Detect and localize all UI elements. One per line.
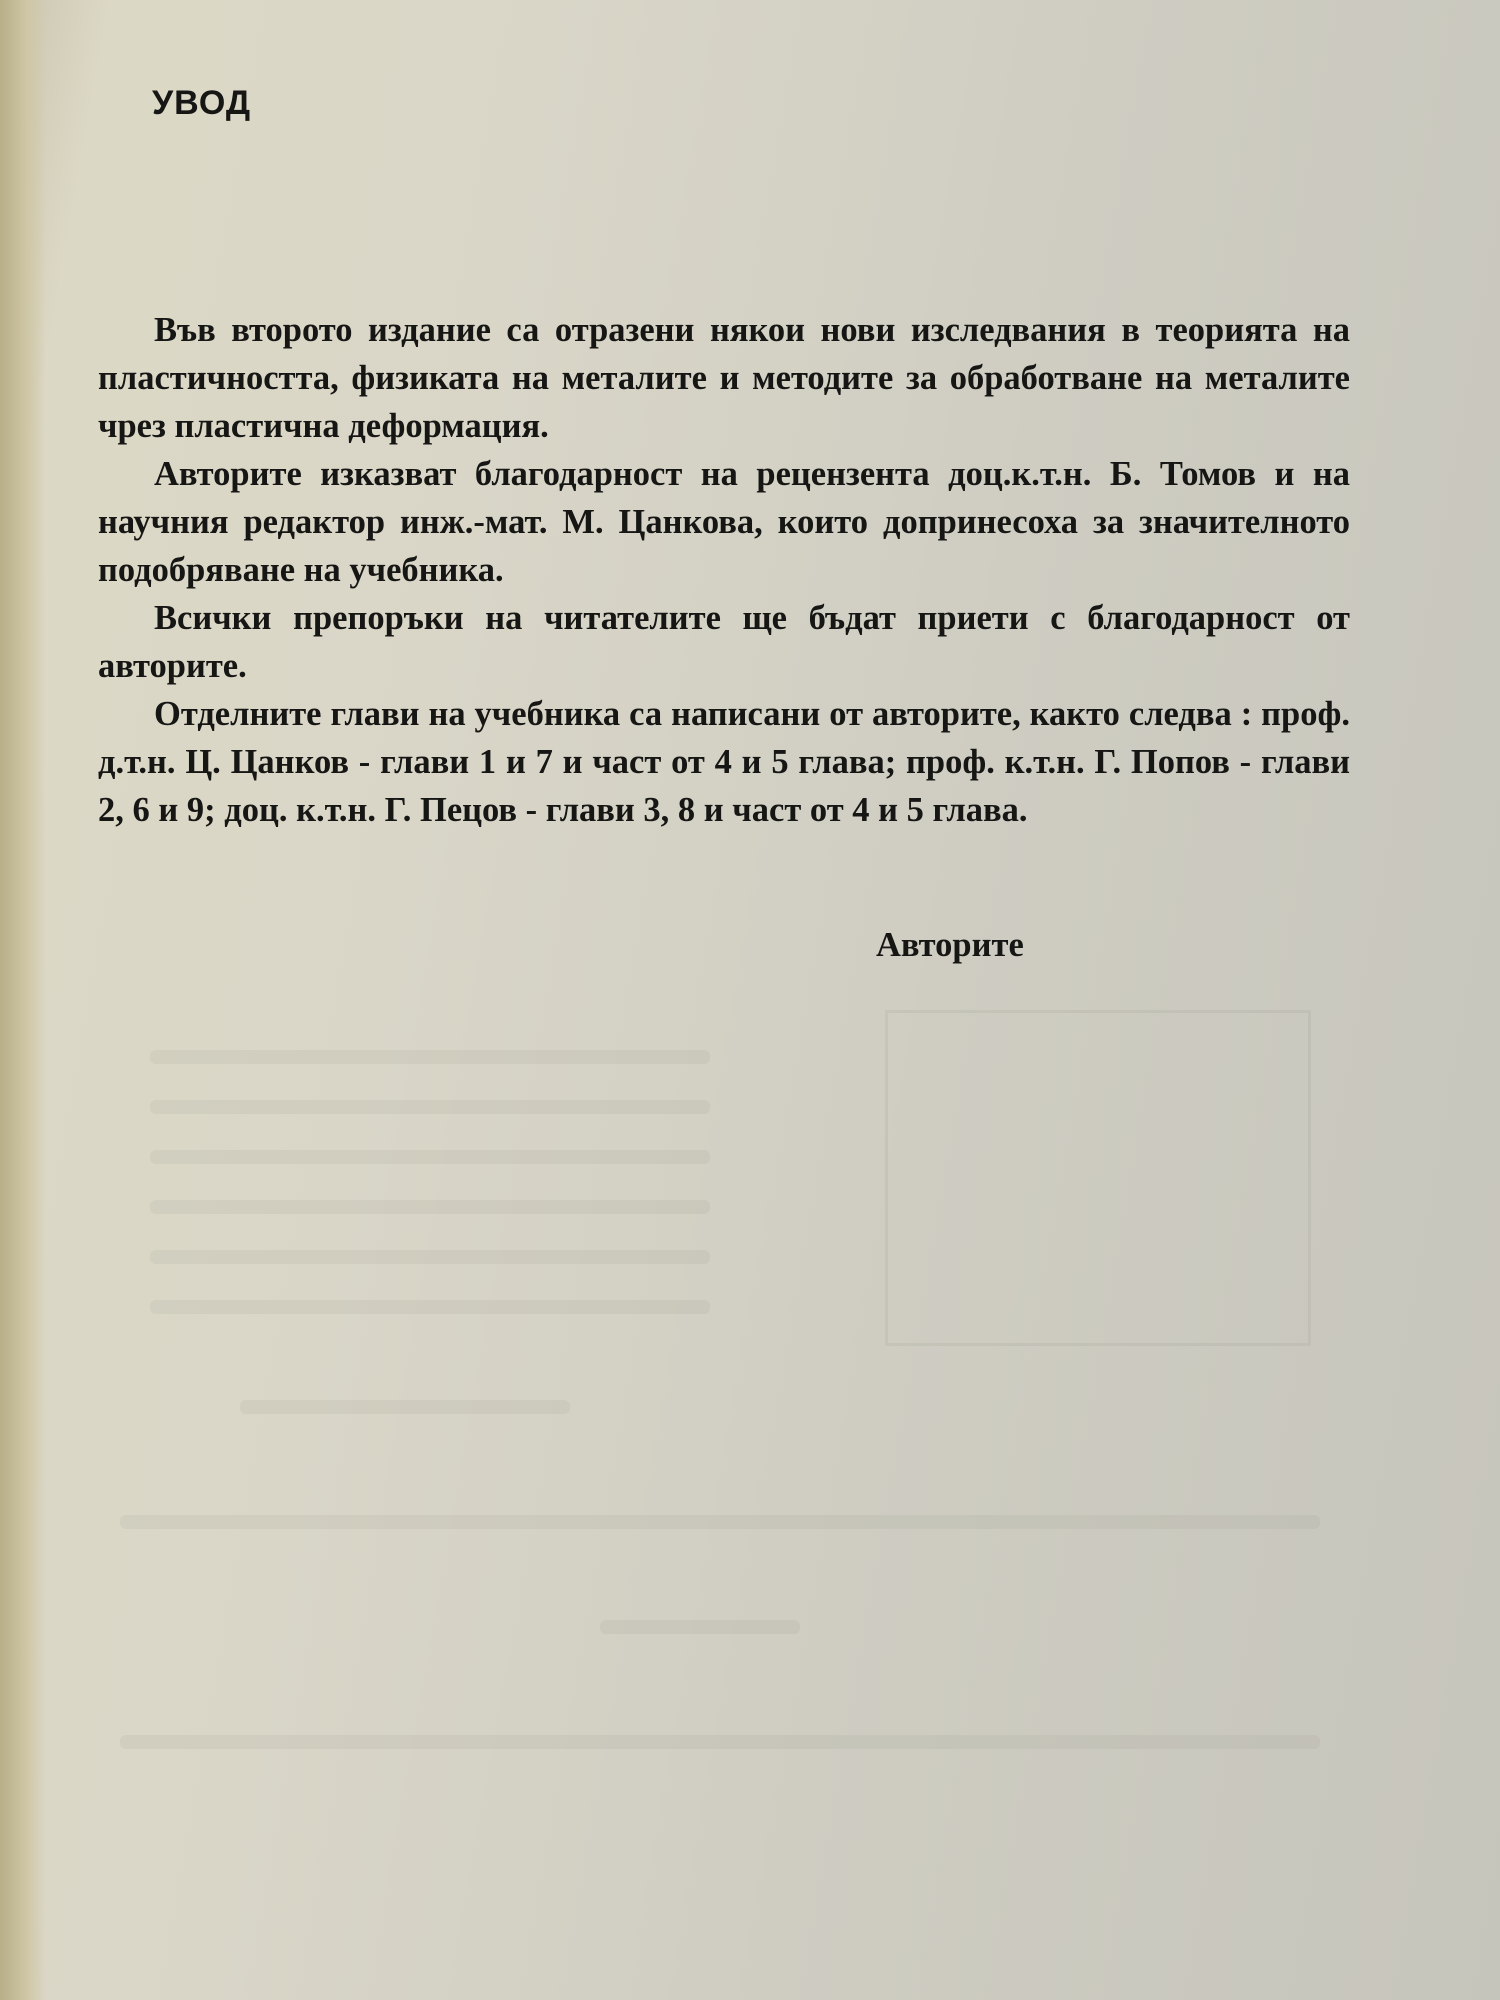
page-heading: УВОД <box>152 84 252 122</box>
body-text <box>98 306 1350 834</box>
paragraph: Авторите изказват благодарност на рецензента доц.к.т.н. Б. Томов и на научния редактор инж.-мат. М. Цанкова, които допринесоха за значителното подобряване на учебника. <box>98 455 1350 589</box>
book-gutter-shadow <box>0 0 46 2000</box>
show-through-line <box>600 1620 800 1634</box>
show-through-line <box>150 1100 710 1114</box>
show-through-figure-frame <box>885 1010 1311 1346</box>
show-through-line <box>150 1300 710 1314</box>
paragraph: Във второто издание са отразени някои нови изследвания в теорията на пластичността, физиката на металите и методите за обработване на металите чрез пластична деформация. <box>98 311 1350 445</box>
show-through-line <box>150 1200 710 1214</box>
show-through-line <box>120 1735 1320 1749</box>
paragraph: Отделните глави на учебника са написани от авторите, както следва : проф. д.т.н. Ц. Цанков - глави 1 и 7 и част от 4 и 5 глава; проф. к.т.н. Г. Попов - глави 2, 6 и 9; доц. к.т.н. Г. Пецов - глави 3, 8 и част от 4 и 5 глава. <box>98 695 1350 829</box>
show-through-line <box>150 1150 710 1164</box>
paragraph: Всички препоръки на читателите ще бъдат приети с благодарност от авторите. <box>98 599 1350 685</box>
show-through-line <box>120 1515 1320 1529</box>
signature: Авторите <box>876 926 1024 964</box>
show-through-line <box>150 1050 710 1064</box>
show-through-line <box>240 1400 570 1414</box>
show-through-line <box>150 1250 710 1264</box>
